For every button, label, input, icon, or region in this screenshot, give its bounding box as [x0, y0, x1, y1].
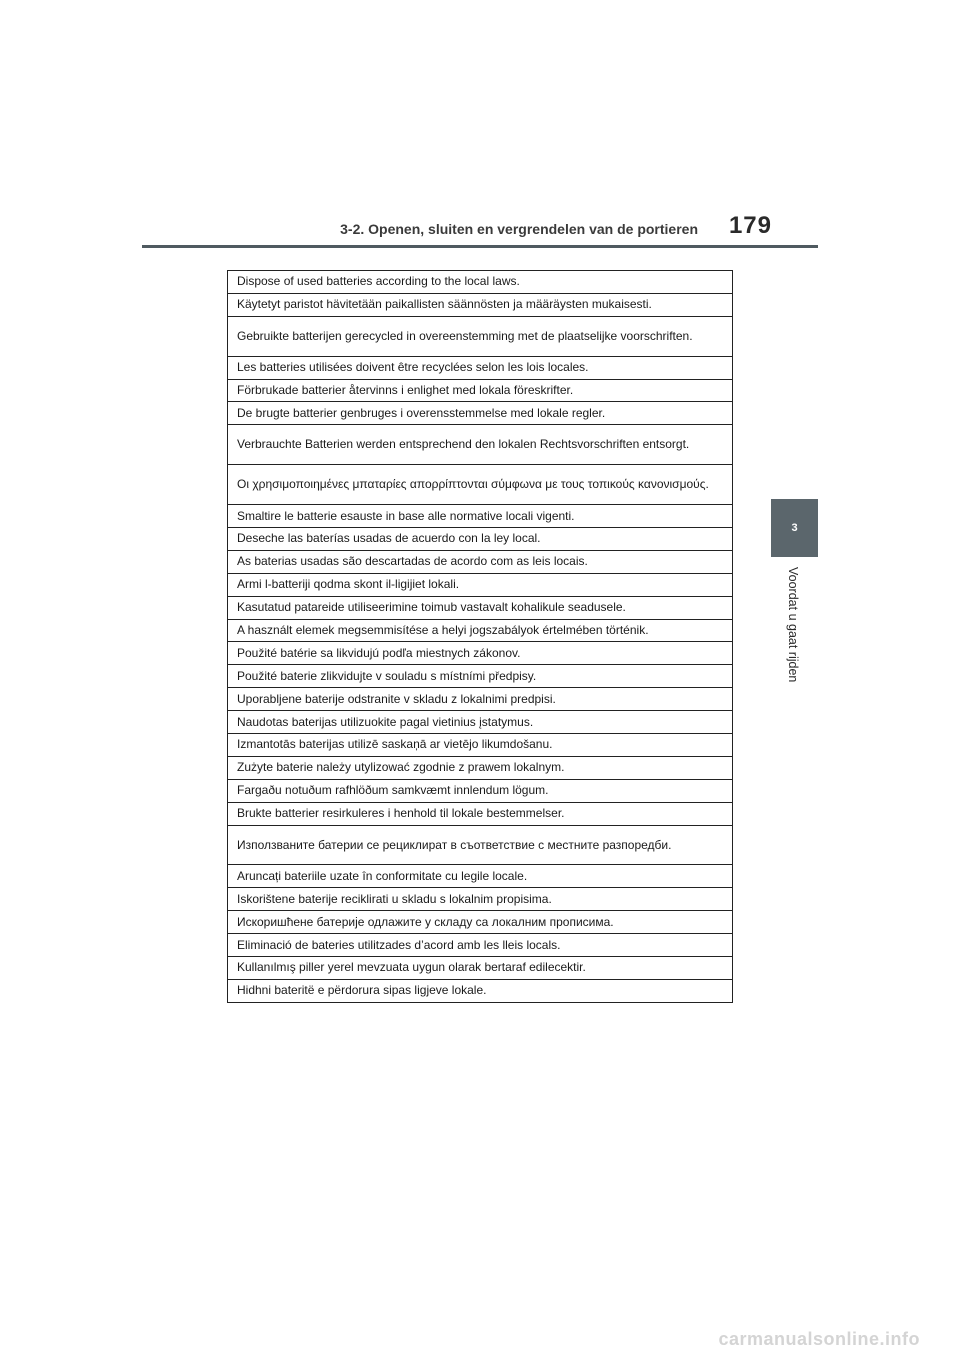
disposal-notice-text: As baterias usadas são descartadas de acordo com as leis locais. — [228, 550, 733, 573]
disposal-notice-text: Armi l-batteriji qodma skont il-ligijiet lokali. — [228, 573, 733, 596]
table-row — [228, 957, 733, 980]
disposal-notice-text: Verbrauchte Batterien werden entsprechend den lokalen Rechtsvorschriften entsorgt. — [228, 425, 733, 465]
disposal-notice-text: Използваните батерии се рециклират в съответствие с местните разпоредби. — [228, 825, 733, 865]
table-row — [228, 802, 733, 825]
disposal-notice-text: Použité baterie zlikvidujte v souladu s místními předpisy. — [228, 665, 733, 688]
battery-disposal-table — [227, 270, 733, 1003]
disposal-notice-text: Les batteries utilisées doivent être recyclées selon les lois locales. — [228, 356, 733, 379]
table-row — [228, 711, 733, 734]
disposal-notice-text: Dispose of used batteries according to the local laws. — [228, 271, 733, 294]
table-row — [228, 356, 733, 379]
disposal-notice-text: Naudotas baterijas utilizuokite pagal vietinius įstatymus. — [228, 711, 733, 734]
table-row — [228, 688, 733, 711]
disposal-notice-text: Izmantotās baterijas utilizē saskaņā ar vietējo likumdošanu. — [228, 734, 733, 757]
table-row — [228, 316, 733, 356]
section-header-title: 3-2. Openen, sluiten en vergrendelen van de portieren — [340, 221, 698, 237]
disposal-notice-text: Hidhni bateritë e përdorura sipas ligjeve lokale. — [228, 979, 733, 1002]
table-row — [228, 402, 733, 425]
table-row — [228, 550, 733, 573]
disposal-notice-text: Smaltire le batterie esauste in base alle normative locali vigenti. — [228, 505, 733, 528]
table-row — [228, 293, 733, 316]
watermark: carmanualsonline.info — [718, 1329, 920, 1349]
header-rule — [142, 245, 818, 248]
disposal-notice-text: Kasutatud patareide utiliseerimine toimub vastavalt kohalikule seadusele. — [228, 596, 733, 619]
disposal-notice-text: Förbrukade batterier återvinns i enlighet med lokala föreskrifter. — [228, 379, 733, 402]
table-row — [228, 465, 733, 505]
disposal-notice-text: Deseche las baterías usadas de acuerdo con la ley local. — [228, 528, 733, 551]
table-row — [228, 505, 733, 528]
table-row — [228, 271, 733, 294]
chapter-side-label: Voordat u gaat rijden — [786, 567, 800, 683]
disposal-notice-text: Kullanılmış piller yerel mevzuata uygun olarak bertaraf edilecektir. — [228, 957, 733, 980]
page-number: 179 — [728, 212, 772, 239]
disposal-notice-text: Fargaðu notuðum rafhlöðum samkvæmt innlendum lögum. — [228, 779, 733, 802]
table-row — [228, 979, 733, 1002]
disposal-notice-text: Použité batérie sa likvidujú podľa miestnych zákonov. — [228, 642, 733, 665]
disposal-notice-text: De brugte batterier genbruges i overensstemmelse med lokale regler. — [228, 402, 733, 425]
disposal-notice-text: Zużyte baterie należy utylizować zgodnie z prawem lokalnym. — [228, 756, 733, 779]
table-row — [228, 642, 733, 665]
disposal-notice-text: Eliminació de bateries utilitzades d’acord amb les lleis locals. — [228, 934, 733, 957]
table-row — [228, 779, 733, 802]
chapter-number: 3 — [791, 522, 798, 534]
disposal-notice-text: Iskorištene baterije reciklirati u skladu s lokalnim propisima. — [228, 888, 733, 911]
table-row — [228, 665, 733, 688]
disposal-notice-text: Uporabljene baterije odstranite v skladu z lokalnimi predpisi. — [228, 688, 733, 711]
battery-disposal-rows — [228, 271, 733, 1003]
disposal-notice-text: Brukte batterier resirkuleres i henhold til lokale bestemmelser. — [228, 802, 733, 825]
table-row — [228, 888, 733, 911]
disposal-notice-text: Οι χρησιμοποιημένες μπαταρίες απορρίπτονται σύμφωνα με τους τοπικούς κανονισμούς. — [228, 465, 733, 505]
table-row — [228, 425, 733, 465]
disposal-notice-text: Käytetyt paristot hävitetään paikallisten säännösten ja määräysten mukaisesti. — [228, 293, 733, 316]
table-row — [228, 911, 733, 934]
table-row — [228, 756, 733, 779]
table-row — [228, 865, 733, 888]
chapter-tab — [771, 499, 818, 557]
table-row — [228, 573, 733, 596]
table-row — [228, 596, 733, 619]
disposal-notice-text: Искоришћене батерије одлажите у складу са локалним прописима. — [228, 911, 733, 934]
disposal-notice-text: Gebruikte batterijen gerecycled in overeenstemming met de plaatselijke voorschriften. — [228, 316, 733, 356]
table-row — [228, 528, 733, 551]
table-row — [228, 379, 733, 402]
table-row — [228, 734, 733, 757]
table-row — [228, 934, 733, 957]
disposal-notice-text: A használt elemek megsemmisítése a helyi jogszabályok értelmében történik. — [228, 619, 733, 642]
disposal-notice-text: Aruncați bateriile uzate în conformitate cu legile locale. — [228, 865, 733, 888]
table-row — [228, 619, 733, 642]
table-row — [228, 825, 733, 865]
